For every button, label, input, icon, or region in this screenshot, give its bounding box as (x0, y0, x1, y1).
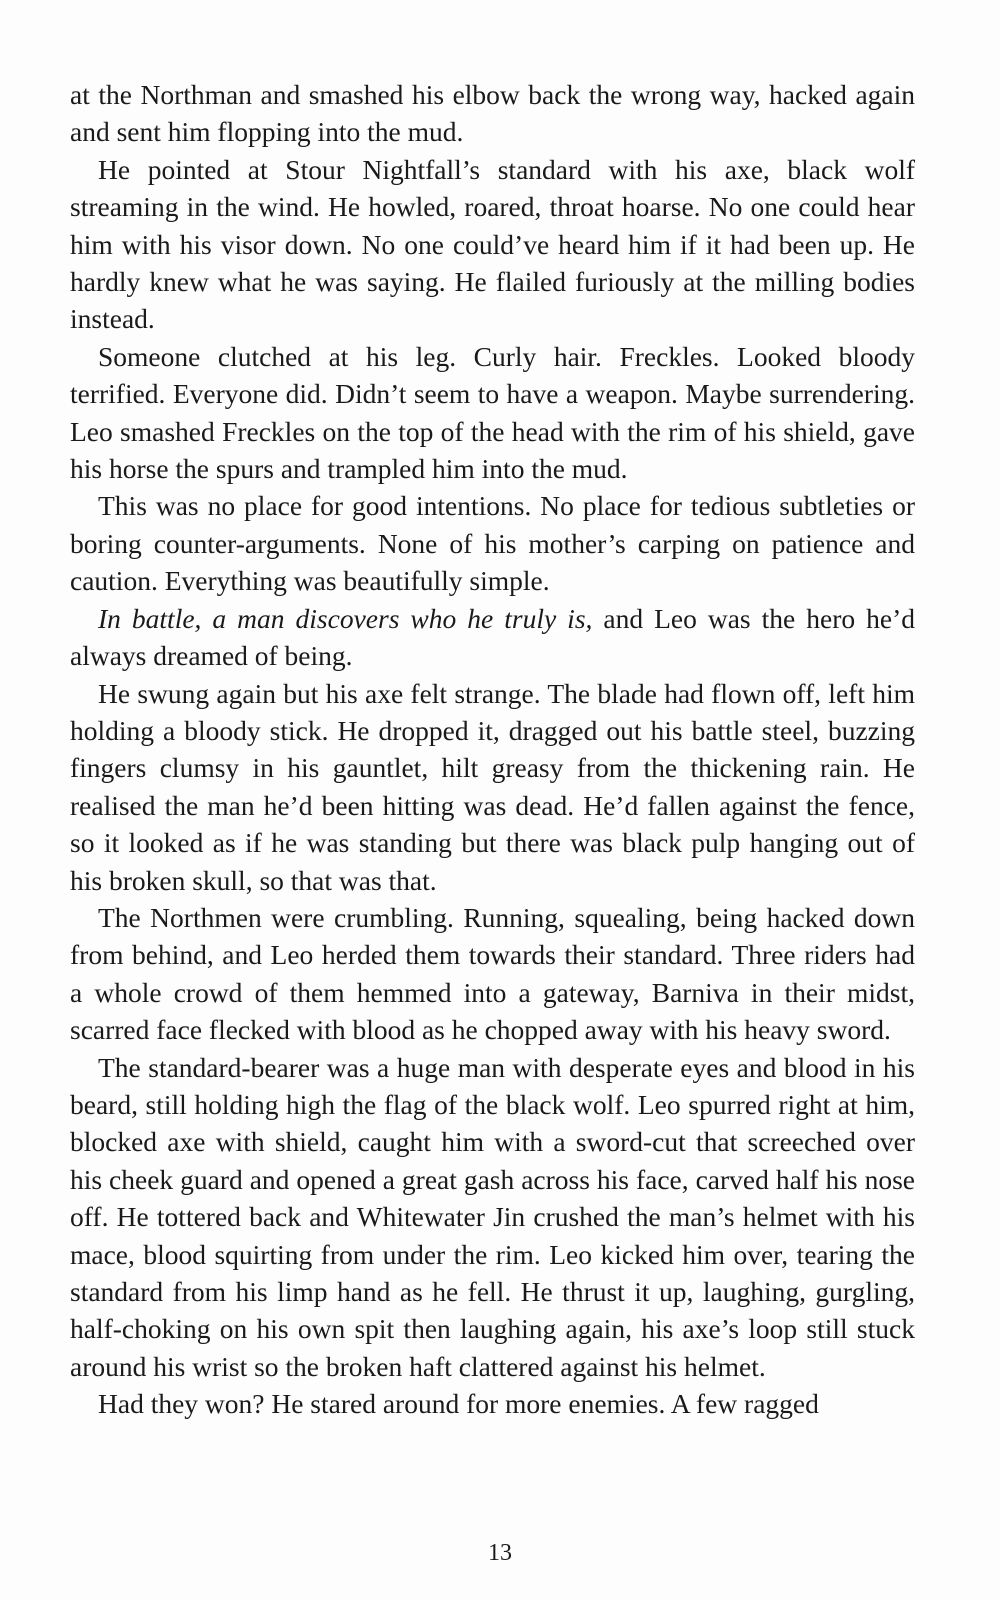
paragraph-8: The standard-bearer was a huge man with desperate eyes and blood in his beard, still holding high the flag of the black wolf. Leo spurred right at him, blocked axe with shield, caught him with a sword-cut that screeched over his cheek guard and opened a great gash across his face, carved half his nose off. He tottered back and Whitewater Jin crushed the man’s helmet with his mace, blood squirting from under the rim. Leo kicked him over, tearing the standard from his limp hand as he fell. He thrust it up, laughing, gurgling, half-choking on his own spit then laughing again, his axe’s loop still stuck around his wrist so the broken haft clattered against his helmet. (70, 1051, 915, 1382)
paragraph-5-rest: and Leo was the hero he’d always dreamed of being. (70, 602, 915, 672)
paragraph-5-italic-lead: In battle, a man discovers who he truly is, (98, 602, 593, 634)
paragraph-2: He pointed at Stour Nightfall’s standard with his axe, black wolf streaming in the wind. He howled, roared, throat hoarse. No one could hear him with his visor down. No one could’ve heard him if it had been up. He hardly knew what he was saying. He flailed furiously at the milling bodies instead. (70, 153, 915, 335)
paragraph-4: This was no place for good intentions. No place for tedious subtleties or boring counter-arguments. None of his mother’s carping on patience and caution. Everything was beautifully simple. (70, 490, 915, 597)
paragraph-9: Had they won? He stared around for more enemies. A few ragged (98, 1388, 819, 1420)
paragraph-3: Someone clutched at his leg. Curly hair. Freckles. Looked bloody terrified. Everyone did. Didn’t seem to have a weapon. Maybe surrendering. Leo smashed Freckles on the top of the head with the rim of his shield, gave his horse the spurs and trampled him into the mud. (70, 340, 915, 485)
paragraph-1: at the Northman and smashed his elbow back the wrong way, hacked again and sent him flopping into the mud. (70, 79, 915, 148)
paragraph-5 (70, 600, 915, 675)
paragraph-7: The Northmen were crumbling. Running, squealing, being hacked down from behind, and Leo herded them towards their standard. Three riders had a whole crowd of them hemmed into a gateway, Barniva in their midst, scarred face flecked with blood as he chopped away with his heavy sword. (70, 901, 915, 1046)
paragraph-6: He swung again but his axe felt strange. The blade had flown off, left him holding a bloody stick. He dropped it, dragged out his battle steel, buzzing fingers clumsy in his gauntlet, hilt greasy from the thickening rain. He realised the man he’d been hitting was dead. He’d fallen against the fence, so it looked as if he was standing but there was black pulp hanging out of his broken skull, so that was that. (70, 677, 915, 896)
body-text (70, 76, 915, 1423)
page-number: 13 (488, 1540, 512, 1566)
